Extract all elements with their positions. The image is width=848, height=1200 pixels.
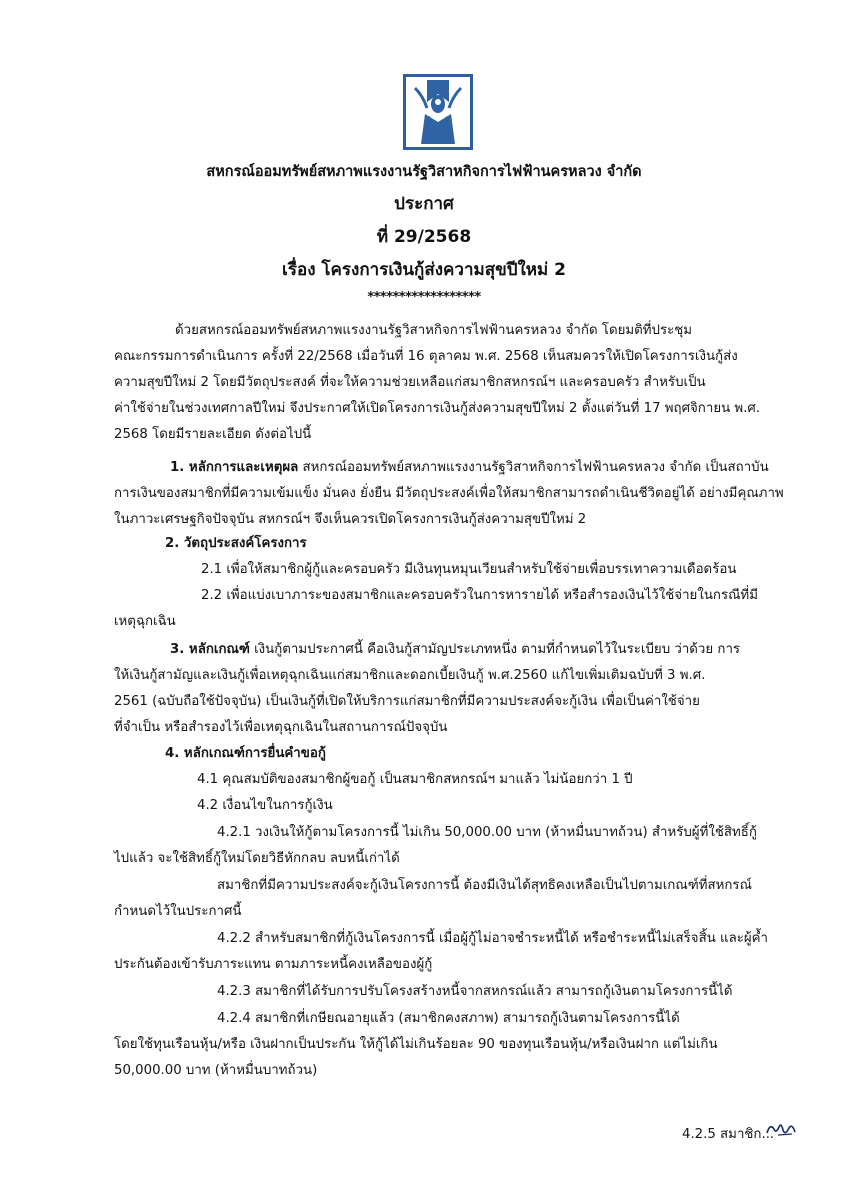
section-1-heading: 1. หลักการและเหตุผล <box>170 460 299 475</box>
item-4-2-4: 4.2.4 สมาชิกที่เกษียณอายุแล้ว (สมาชิกคงสภาพ) สามารถกู้เงินตามโครงการนี้ได้ <box>217 1011 680 1026</box>
intro-line: 2568 โดยมีรายละเอียด ดังต่อไปนี้ <box>114 427 312 442</box>
announcement-title: ประกาศ <box>394 194 454 214</box>
divider-stars: ****************** <box>367 290 481 305</box>
section-1-first-line <box>170 458 769 478</box>
handwritten-initial-icon <box>764 1117 798 1139</box>
organization-name: สหกรณ์ออมทรัพย์สหภาพแรงงานรัฐวิสาหกิจการไฟฟ้านครหลวง จำกัด <box>206 164 642 180</box>
announcement-subject: เรื่อง โครงการเงินกู้ส่งความสุขปีใหม่ 2 <box>282 260 566 280</box>
section-3-line: ให้เงินกู้สามัญและเงินกู้เพื่อเหตุฉุกเฉินแก่สมาชิกและดอกเบี้ยเงินกู้ พ.ศ.2560 แก้ไขเพิ่มเติมฉบับที่ 3 พ.ศ. <box>114 668 706 683</box>
cooperative-emblem-icon <box>403 74 473 150</box>
item-4-2-1-note-cont: กำหนดไว้ในประกาศนี้ <box>114 904 242 919</box>
section-2-heading: 2. วัตถุประสงค์โครงการ <box>165 536 307 551</box>
intro-line: ค่าใช้จ่ายในช่วงเทศกาลปีใหม่ จึงประกาศให้เปิดโครงการเงินกู้ส่งความสุขปีใหม่ 2 ตั้งแต่วันที่ 17 พฤศจิกายน พ.ศ. <box>114 401 761 416</box>
section-3-first-line <box>170 640 740 660</box>
announcement-number: ที่ 29/2568 <box>376 227 472 247</box>
continuation-marker: 4.2.5 สมาชิก... <box>682 1127 775 1142</box>
item-4-2-2: 4.2.2 สำหรับสมาชิกที่กู้เงินโครงการนี้ เมื่อผู้กู้ไม่อาจชำระหนี้ได้ หรือชำระหนี้ไม่เสร็จสิ้น และผู้ค้ำ <box>217 931 769 946</box>
item-4-2-4-cont: โดยใช้ทุนเรือนหุ้น/หรือ เงินฝากเป็นประกัน ให้กู้ได้ไม่เกินร้อยละ 90 ของทุนเรือนหุ้น/หรือเงินฝาก แต่ไม่เกิน <box>114 1037 718 1052</box>
section-1-line: การเงินของสมาชิกที่มีความเข้มแข็ง มั่นคง ยั่งยืน มีวัตถุประสงค์เพื่อให้สมาชิกสามารถดำเนินชีวิตอยู่ได้ อย่างมีคุณภาพ <box>114 486 784 501</box>
item-4-2-3: 4.2.3 สมาชิกที่ได้รับการปรับโครงสร้างหนี้จากสหกรณ์แล้ว สามารถกู้เงินตามโครงการนี้ได้ <box>217 984 733 999</box>
intro-line: ความสุขปีใหม่ 2 โดยมีวัตถุประสงค์ ที่จะให้ความช่วยเหลือแก่สมาชิกสหกรณ์ฯ และครอบครัว สำหรับเป็น <box>114 375 706 390</box>
item-2-2: 2.2 เพื่อแบ่งเบาภาระของสมาชิกและครอบครัวในการหารายได้ หรือสำรองเงินไว้ใช้จ่ายในกรณีที่มี <box>201 588 758 603</box>
intro-line: คณะกรรมการดำเนินการ ครั้งที่ 22/2568 เมื่อวันที่ 16 ตุลาคม พ.ศ. 2568 เห็นสมควรให้เปิดโครงการเงินกู้ส่ง <box>114 349 738 364</box>
item-4-2-1-note: สมาชิกที่มีความประสงค์จะกู้เงินโครงการนี้ ต้องมีเงินได้สุทธิคงเหลือเป็นไปตามเกณฑ์ที่สหกรณ์ <box>217 878 752 893</box>
item-4-2-4-cont: 50,000.00 บาท (ห้าหมื่นบาทถ้วน) <box>114 1063 318 1078</box>
item-4-2-2-cont: ประกันต้องเข้ารับภาระแทน ตามภาระหนี้คงเหลือของผู้กู้ <box>114 957 433 972</box>
section-3-heading: 3. หลักเกณฑ์ <box>170 642 250 657</box>
item-2-1: 2.1 เพื่อให้สมาชิกผู้กู้และครอบครัว มีเงินทุนหมุนเวียนสำหรับใช้จ่ายเพื่อบรรเทาความเดือดร้อน <box>201 562 737 577</box>
intro-line: ด้วยสหกรณ์ออมทรัพย์สหภาพแรงงานรัฐวิสาหกิจการไฟฟ้านครหลวง จำกัด โดยมติที่ประชุม <box>175 323 693 338</box>
item-4-2-1-cont: ไปแล้ว จะใช้สิทธิ์กู้ใหม่โดยวิธีหักกลบ ลบหนี้เก่าได้ <box>114 851 400 866</box>
section-1-line: ในภาวะเศรษฐกิจปัจจุบัน สหกรณ์ฯ จึงเห็นควรเปิดโครงการเงินกู้ส่งความสุขปีใหม่ 2 <box>114 512 587 527</box>
section-3-text: เงินกู้ตามประกาศนี้ คือเงินกู้สามัญประเภทหนึ่ง ตามที่กำหนดไว้ในระเบียบ ว่าด้วย การ <box>249 642 741 657</box>
section-3-line: 2561 (ฉบับถือใช้ปัจจุบัน) เป็นเงินกู้ที่เปิดให้บริการแก่สมาชิกที่มีความประสงค์จะกู้เงิน เพื่อเป็นค่าใช้จ่าย <box>114 694 700 709</box>
section-4-heading: 4. หลักเกณฑ์การยื่นคำขอกู้ <box>165 746 326 761</box>
item-4-1: 4.1 คุณสมบัติของสมาชิกผู้ขอกู้ เป็นสมาชิกสหกรณ์ฯ มาแล้ว ไม่น้อยกว่า 1 ปี <box>197 772 633 787</box>
section-3-line: ที่จำเป็น หรือสำรองไว้เพื่อเหตุฉุกเฉินในสถานการณ์ปัจจุบัน <box>114 720 448 735</box>
section-1-text: สหกรณ์ออมทรัพย์สหภาพแรงงานรัฐวิสาหกิจการไฟฟ้านครหลวง จำกัด เป็นสถาบัน <box>298 460 769 475</box>
item-4-2: 4.2 เงื่อนไขในการกู้เงิน <box>197 798 333 813</box>
item-4-2-1: 4.2.1 วงเงินให้กู้ตามโครงการนี้ ไม่เกิน 50,000.00 บาท (ห้าหมื่นบาทถ้วน) สำหรับผู้ที่ใช้สิทธิ์กู้ <box>217 825 757 840</box>
item-2-2-cont: เหตุฉุกเฉิน <box>114 614 176 629</box>
